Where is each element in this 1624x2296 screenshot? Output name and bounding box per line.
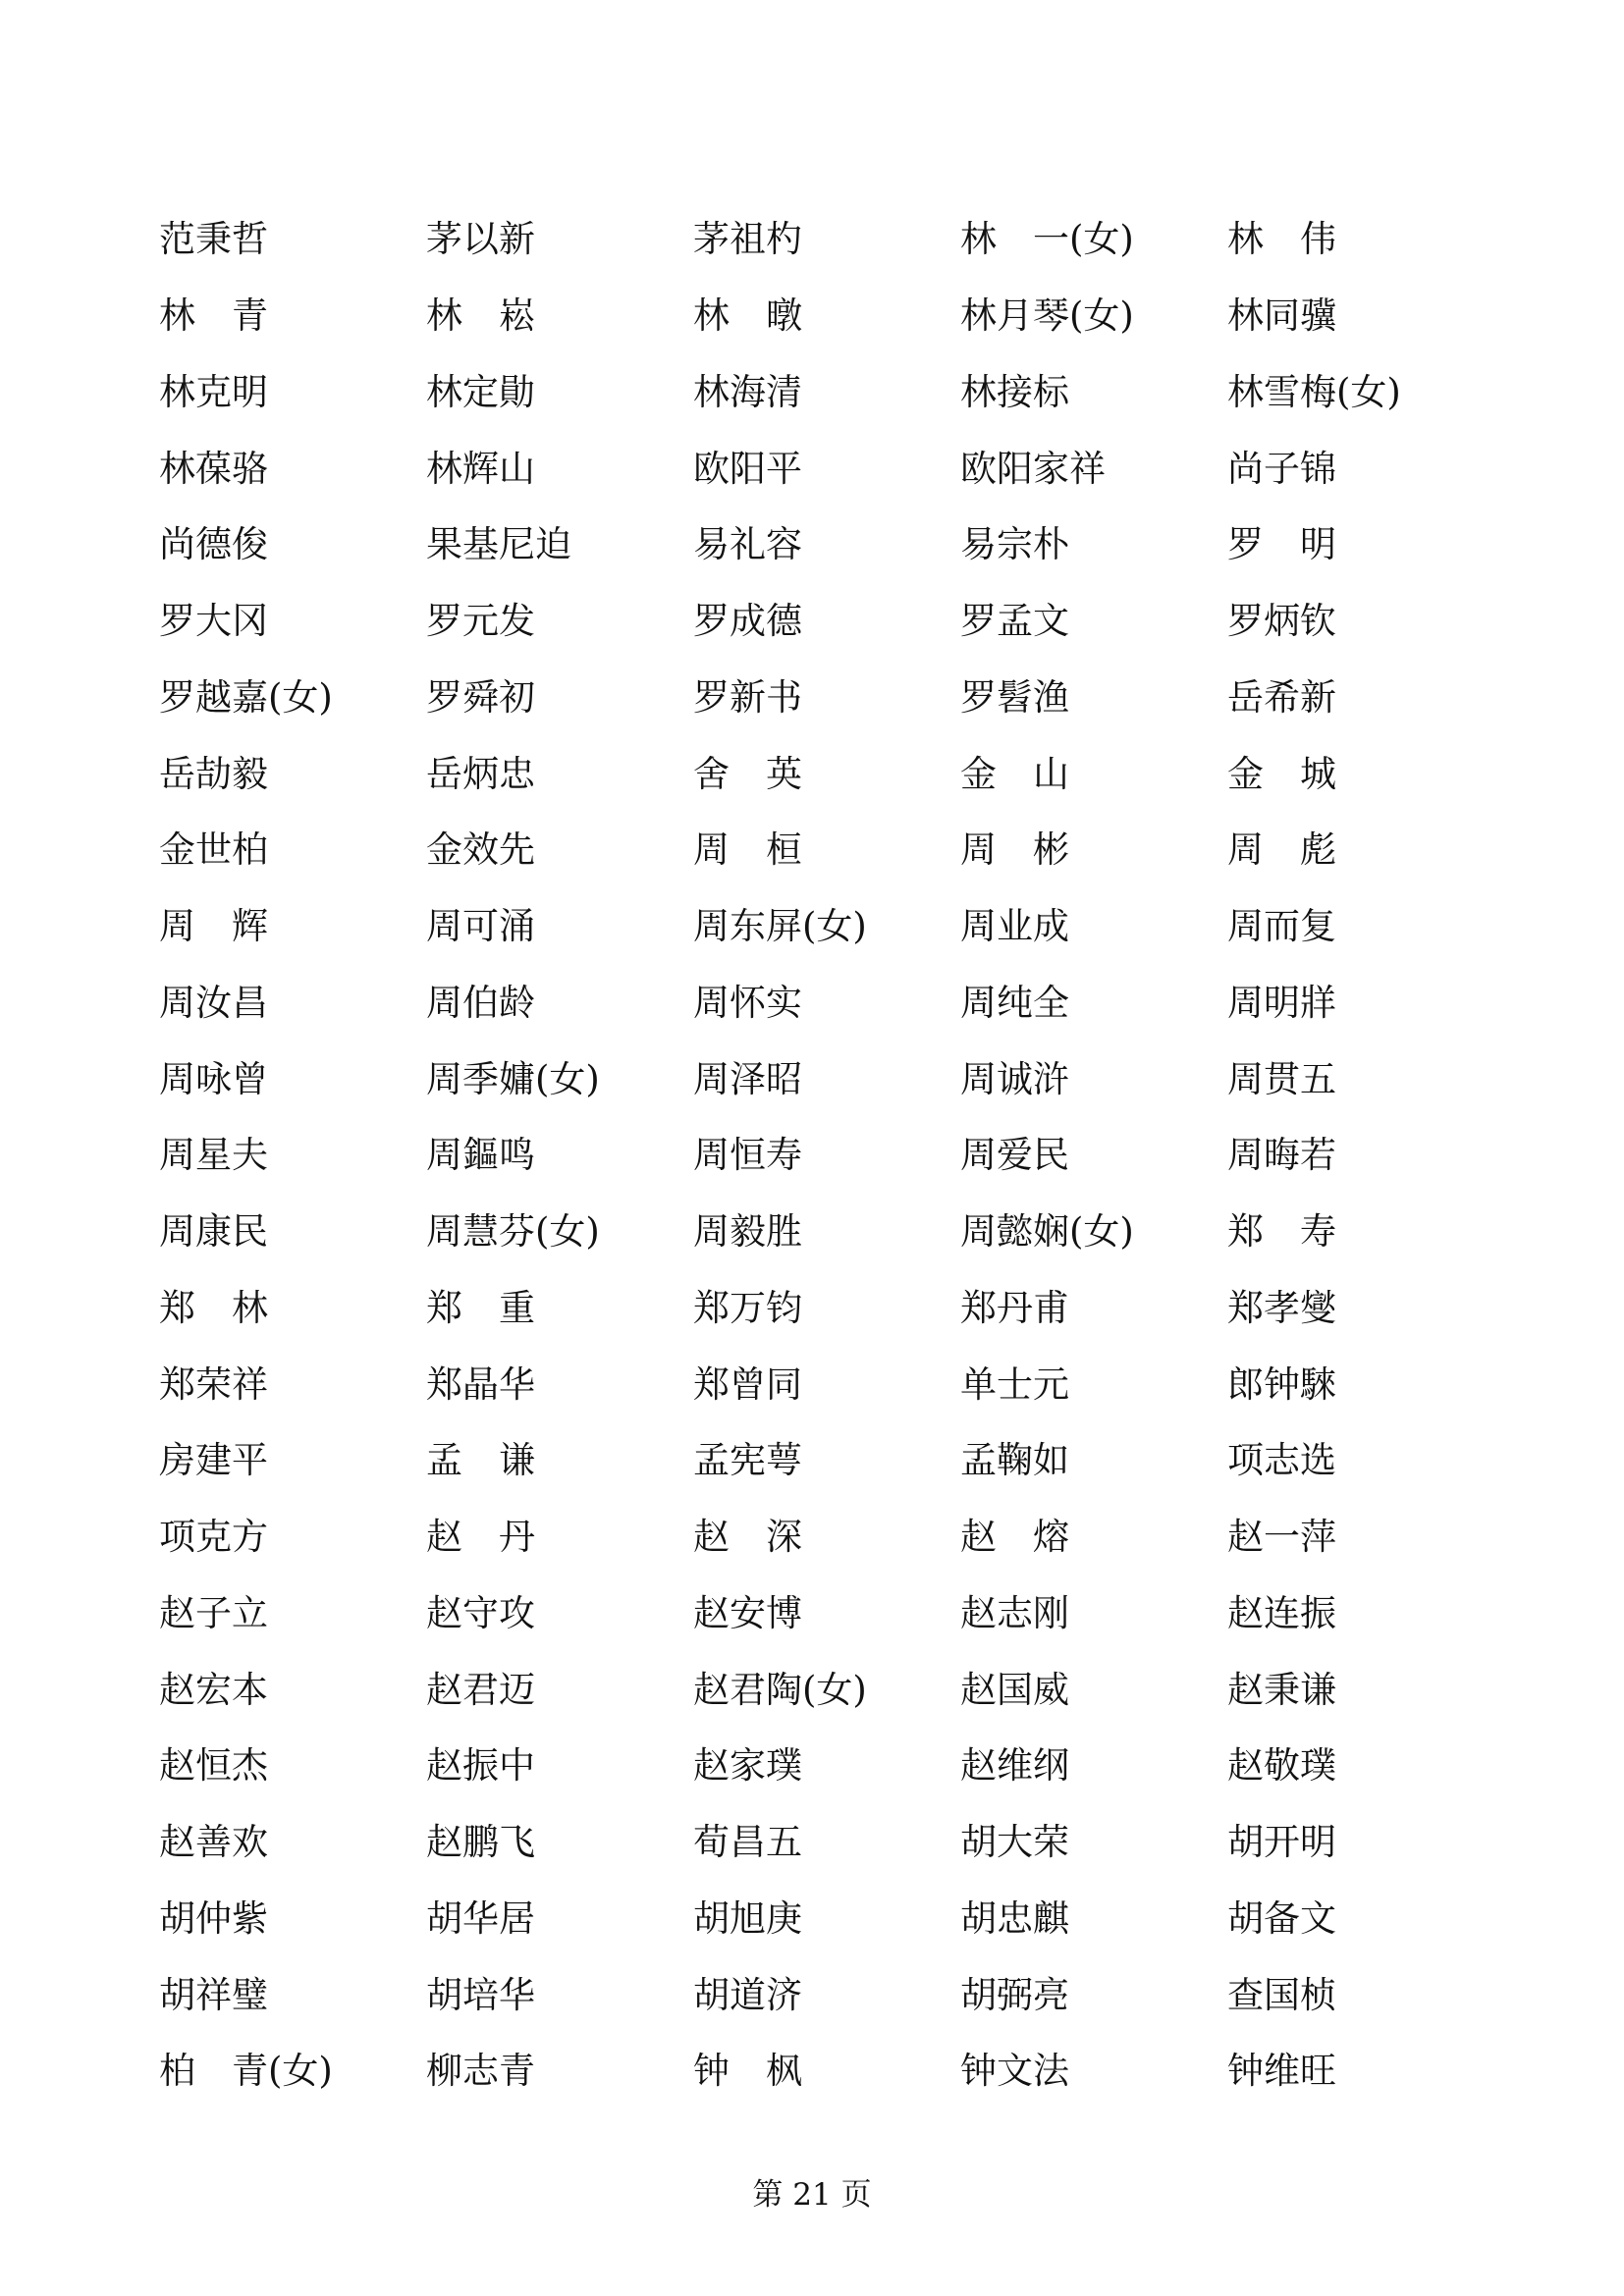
name-entry: 郑丹甫 — [960, 1286, 1069, 1329]
name-entry: 金效先 — [426, 828, 535, 872]
name-entry: 赵子立 — [159, 1591, 268, 1634]
name-entry: 罗大冈 — [159, 600, 268, 643]
name-entry: 欧阳家祥 — [960, 447, 1106, 490]
name-entry: 岳炳忠 — [426, 752, 535, 795]
name-entry: 赵敬璞 — [1227, 1744, 1336, 1788]
name-entry: 金 山 — [960, 752, 1069, 795]
name-entry: 林同骥 — [1227, 294, 1336, 338]
name-entry: 周明牂 — [1227, 981, 1336, 1024]
name-entry: 罗髫渔 — [960, 675, 1069, 719]
name-entry: 林 暾 — [693, 294, 802, 338]
name-entry: 林月琴(女) — [960, 294, 1134, 338]
name-entry: 周东屏(女) — [693, 905, 867, 948]
name-list — [159, 201, 1494, 2109]
name-entry: 周诚浒 — [960, 1057, 1069, 1100]
name-entry: 罗舜初 — [426, 675, 535, 719]
name-entry: 尚子锦 — [1227, 447, 1336, 490]
name-entry: 周晦若 — [1227, 1134, 1336, 1177]
name-entry: 尚德俊 — [159, 523, 268, 566]
name-entry: 周 辉 — [159, 905, 268, 948]
name-entry: 周慧芬(女) — [426, 1210, 600, 1254]
name-entry: 赵连振 — [1227, 1591, 1336, 1634]
name-entry: 胡备文 — [1227, 1896, 1336, 1940]
name-entry: 果基尼迫 — [426, 523, 571, 566]
name-entry: 郑曾同 — [693, 1362, 802, 1406]
name-entry: 胡仲紫 — [159, 1896, 268, 1940]
name-entry: 胡华居 — [426, 1896, 535, 1940]
name-entry: 胡弼亮 — [960, 1973, 1069, 2016]
name-entry: 郑孝燮 — [1227, 1286, 1336, 1329]
name-entry: 赵家璞 — [693, 1744, 802, 1788]
name-entry: 罗越嘉(女) — [159, 675, 333, 719]
name-entry: 柏 青(女) — [159, 2050, 333, 2093]
name-entry: 赵志刚 — [960, 1591, 1069, 1634]
name-entry: 房建平 — [159, 1439, 268, 1482]
name-entry: 周 彪 — [1227, 828, 1336, 872]
name-entry: 郑荣祥 — [159, 1362, 268, 1406]
name-entry: 金世柏 — [159, 828, 268, 872]
name-entry: 周康民 — [159, 1210, 268, 1254]
name-entry: 林葆骆 — [159, 447, 268, 490]
name-entry: 林 青 — [159, 294, 268, 338]
name-entry: 孟宪萼 — [693, 1439, 802, 1482]
name-entry: 周爱民 — [960, 1134, 1069, 1177]
name-entry: 查国桢 — [1227, 1973, 1336, 2016]
name-entry: 周业成 — [960, 905, 1069, 948]
name-entry: 赵一萍 — [1227, 1516, 1336, 1559]
name-entry: 周泽昭 — [693, 1057, 802, 1100]
name-entry: 周 彬 — [960, 828, 1069, 872]
name-entry: 赵善欢 — [159, 1821, 268, 1864]
name-entry: 林辉山 — [426, 447, 535, 490]
name-entry: 胡忠麒 — [960, 1896, 1069, 1940]
name-entry: 赵恒杰 — [159, 1744, 268, 1788]
name-entry: 罗孟文 — [960, 600, 1069, 643]
name-entry: 赵君迈 — [426, 1668, 535, 1711]
name-entry: 赵 深 — [693, 1516, 802, 1559]
name-entry: 范秉哲 — [159, 218, 268, 261]
name-entry: 欧阳平 — [693, 447, 802, 490]
name-entry: 钟文法 — [960, 2050, 1069, 2093]
name-entry: 赵 丹 — [426, 1516, 535, 1559]
name-entry: 周贯五 — [1227, 1057, 1336, 1100]
name-entry: 周懿娴(女) — [960, 1210, 1134, 1254]
name-entry: 项克方 — [159, 1516, 268, 1559]
name-entry: 罗元发 — [426, 600, 535, 643]
name-entry: 胡旭庚 — [693, 1896, 802, 1940]
name-entry: 赵安博 — [693, 1591, 802, 1634]
name-entry: 郎钟騋 — [1227, 1362, 1336, 1406]
name-entry: 罗新书 — [693, 675, 802, 719]
name-entry: 钟维旺 — [1227, 2050, 1336, 2093]
page-number: 第 21 页 — [752, 2177, 872, 2213]
name-entry: 林 伟 — [1227, 218, 1336, 261]
name-entry: 周汝昌 — [159, 981, 268, 1024]
name-entry: 舍 英 — [693, 752, 802, 795]
name-entry: 项志选 — [1227, 1439, 1336, 1482]
name-entry: 周毅胜 — [693, 1210, 802, 1254]
name-entry: 赵守攻 — [426, 1591, 535, 1634]
name-entry: 孟鞠如 — [960, 1439, 1069, 1482]
name-entry: 易宗朴 — [960, 523, 1069, 566]
name-entry: 赵维纲 — [960, 1744, 1069, 1788]
name-entry: 岳劼毅 — [159, 752, 268, 795]
name-entry: 周季嫞(女) — [426, 1057, 600, 1100]
name-entry: 周怀实 — [693, 981, 802, 1024]
name-entry: 柳志青 — [426, 2050, 535, 2093]
name-entry: 周纯全 — [960, 981, 1069, 1024]
name-entry: 茅祖杓 — [693, 218, 802, 261]
name-entry: 孟 谦 — [426, 1439, 535, 1482]
name-entry: 郑 重 — [426, 1286, 535, 1329]
name-entry: 胡培华 — [426, 1973, 535, 2016]
name-entry: 郑 林 — [159, 1286, 268, 1329]
name-entry: 胡道济 — [693, 1973, 802, 2016]
name-entry: 林海清 — [693, 370, 802, 413]
name-entry: 林接标 — [960, 370, 1069, 413]
name-entry: 周伯龄 — [426, 981, 535, 1024]
name-entry: 钟 枫 — [693, 2050, 802, 2093]
name-entry: 单士元 — [960, 1362, 1069, 1406]
name-entry: 林 崧 — [426, 294, 535, 338]
name-entry: 郑万钧 — [693, 1286, 802, 1329]
name-entry: 茅以新 — [426, 218, 535, 261]
name-entry: 林定勛 — [426, 370, 535, 413]
name-entry: 赵鹏飞 — [426, 1821, 535, 1864]
name-entry: 郑 寿 — [1227, 1210, 1336, 1254]
name-entry: 胡大荣 — [960, 1821, 1069, 1864]
name-entry: 赵君陶(女) — [693, 1668, 867, 1711]
name-entry: 岳希新 — [1227, 675, 1336, 719]
name-entry: 罗 明 — [1227, 523, 1336, 566]
name-entry: 罗成德 — [693, 600, 802, 643]
name-entry: 周星夫 — [159, 1134, 268, 1177]
name-entry: 赵秉谦 — [1227, 1668, 1336, 1711]
name-entry: 林 一(女) — [960, 218, 1134, 261]
name-entry: 赵 熔 — [960, 1516, 1069, 1559]
name-entry: 荀昌五 — [693, 1821, 802, 1864]
name-entry: 周鏂鸣 — [426, 1134, 535, 1177]
name-entry: 周可涌 — [426, 905, 535, 948]
name-entry: 周咏曾 — [159, 1057, 268, 1100]
name-entry: 郑晶华 — [426, 1362, 535, 1406]
name-entry: 林克明 — [159, 370, 268, 413]
name-entry: 罗炳钦 — [1227, 600, 1336, 643]
name-entry: 周 桓 — [693, 828, 802, 872]
name-entry: 易礼容 — [693, 523, 802, 566]
name-entry: 周恒寿 — [693, 1134, 802, 1177]
name-entry: 赵振中 — [426, 1744, 535, 1788]
name-entry: 胡开明 — [1227, 1821, 1336, 1864]
name-entry: 赵国威 — [960, 1668, 1069, 1711]
name-entry: 林雪梅(女) — [1227, 370, 1401, 413]
name-entry: 赵宏本 — [159, 1668, 268, 1711]
name-entry: 金 城 — [1227, 752, 1336, 795]
name-entry: 胡祥璧 — [159, 1973, 268, 2016]
name-entry: 周而复 — [1227, 905, 1336, 948]
